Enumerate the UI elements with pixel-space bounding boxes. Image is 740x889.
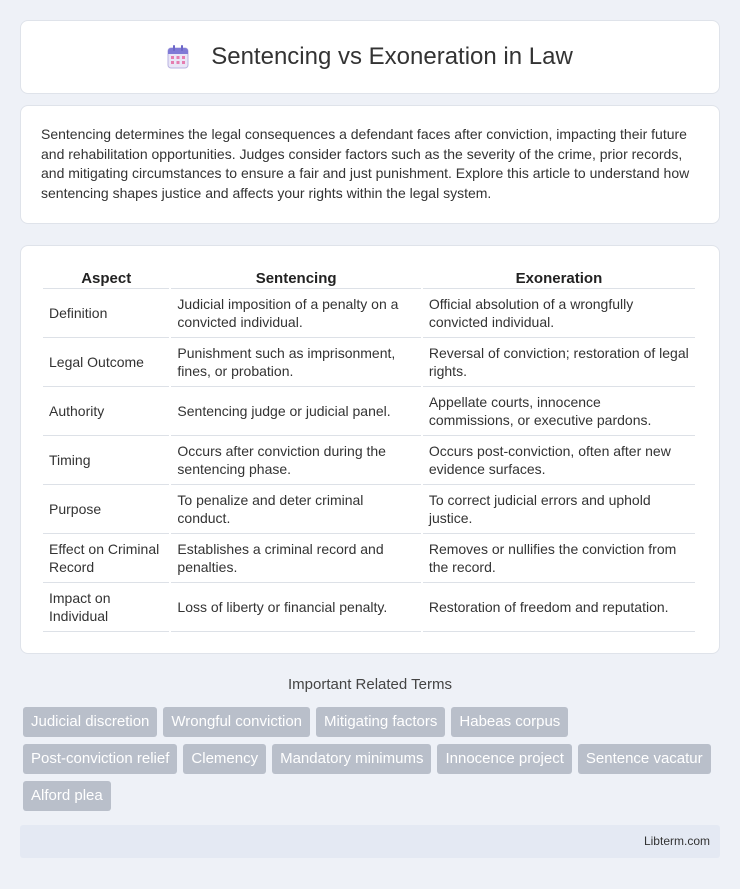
row-aspect: Impact on Individual [43, 583, 169, 632]
row-exoneration: Appellate courts, innocence commissions, or executive pardons. [423, 387, 695, 436]
tag-alford-plea[interactable]: Alford plea [23, 781, 111, 811]
table-row [43, 436, 695, 485]
header-exoneration: Exoneration [423, 266, 695, 289]
row-aspect: Legal Outcome [43, 338, 169, 387]
row-sentencing: To penalize and deter criminal conduct. [171, 485, 420, 534]
tag-mandatory-minimums[interactable]: Mandatory minimums [272, 744, 431, 774]
row-sentencing: Sentencing judge or judicial panel. [171, 387, 420, 436]
table-row [43, 289, 695, 338]
tag-sentence-vacatur[interactable]: Sentence vacatur [578, 744, 711, 774]
footer [20, 825, 720, 858]
table-row [43, 387, 695, 436]
row-aspect: Definition [43, 289, 169, 338]
intro-card [20, 105, 720, 224]
comparison-table [41, 266, 697, 632]
table-row [43, 485, 695, 534]
table-row [43, 583, 695, 632]
header-aspect: Aspect [43, 266, 169, 289]
tag-judicial-discretion[interactable]: Judicial discretion [23, 707, 157, 737]
related-terms-tags [23, 707, 723, 818]
row-sentencing: Occurs after conviction during the sentencing phase. [171, 436, 420, 485]
row-aspect: Effect on Criminal Record [43, 534, 169, 583]
row-exoneration: Official absolution of a wrongfully convicted individual. [423, 289, 695, 338]
title-wrap [167, 43, 573, 71]
table-row [43, 534, 695, 583]
tag-mitigating-factors[interactable]: Mitigating factors [316, 707, 445, 737]
row-sentencing: Judicial imposition of a penalty on a convicted individual. [171, 289, 420, 338]
related-terms-title: Important Related Terms [288, 676, 452, 693]
row-sentencing: Punishment such as imprisonment, fines, or probation. [171, 338, 420, 387]
footer-site-link[interactable]: Libterm.com [643, 834, 710, 848]
page-title: Sentencing vs Exoneration in Law [211, 43, 573, 70]
comparison-table-card [20, 245, 720, 654]
table-row [43, 338, 695, 387]
header-sentencing: Sentencing [171, 266, 420, 289]
calendar-icon [167, 45, 189, 69]
tag-post-conviction-relief[interactable]: Post-conviction relief [23, 744, 177, 774]
row-exoneration: Removes or nullifies the conviction from the record. [423, 534, 695, 583]
intro-paragraph: Sentencing determines the legal consequences a defendant faces after conviction, impacting their future and rehabilitation opportunities. Judges consider factors such as the severity of the crime, prior records, and mitigating circumstances to ensure a fair and just punishment. Explore this article to understand how sentencing shapes justice and affects your rights within the legal system. [41, 126, 690, 201]
tag-innocence-project[interactable]: Innocence project [437, 744, 571, 774]
row-exoneration: Restoration of freedom and reputation. [423, 583, 695, 632]
row-exoneration: Reversal of conviction; restoration of legal rights. [423, 338, 695, 387]
table-header-row [43, 266, 695, 289]
row-exoneration: To correct judicial errors and uphold justice. [423, 485, 695, 534]
tag-wrongful-conviction[interactable]: Wrongful conviction [163, 707, 310, 737]
row-sentencing: Loss of liberty or financial penalty. [171, 583, 420, 632]
row-aspect: Purpose [43, 485, 169, 534]
tag-habeas-corpus[interactable]: Habeas corpus [451, 707, 568, 737]
tag-clemency[interactable]: Clemency [183, 744, 266, 774]
row-aspect: Authority [43, 387, 169, 436]
row-aspect: Timing [43, 436, 169, 485]
row-sentencing: Establishes a criminal record and penalties. [171, 534, 420, 583]
row-exoneration: Occurs post-conviction, often after new evidence surfaces. [423, 436, 695, 485]
header-card [20, 20, 720, 94]
